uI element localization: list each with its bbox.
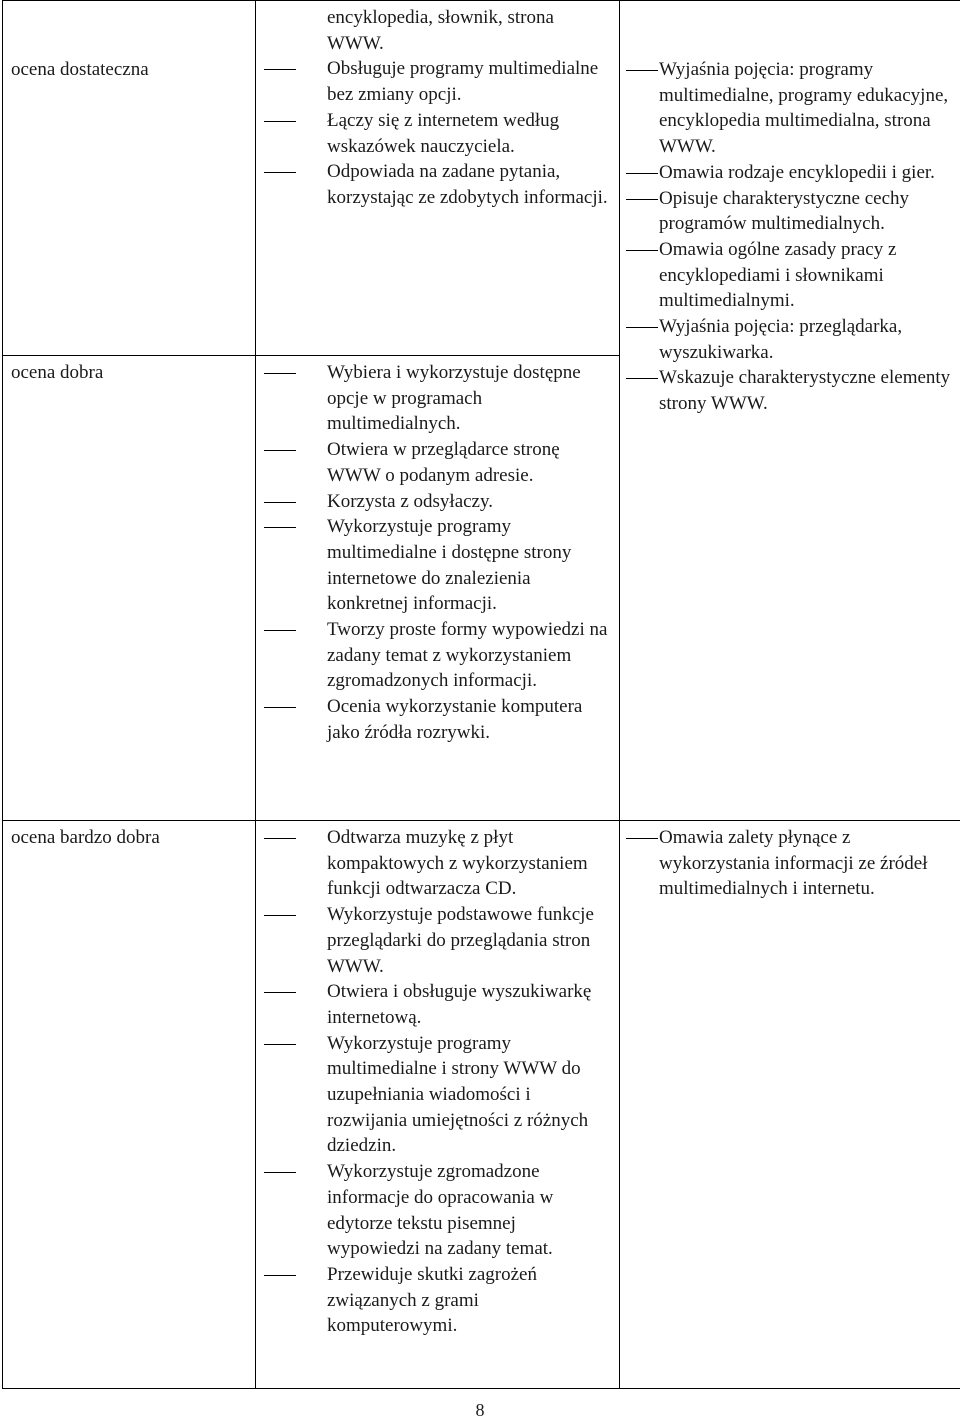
basic-requirements-cell xyxy=(256,821,620,1389)
list-item xyxy=(620,57,960,160)
basic-requirements-cell xyxy=(256,1,620,356)
dash-bullet-icon xyxy=(264,121,296,122)
list-item xyxy=(620,365,960,416)
list-item-text: Przewiduje skutki zagrożeń związanych z grami komputerowymi. xyxy=(327,1264,537,1336)
grade-cell xyxy=(3,821,256,1389)
requirement-list xyxy=(256,825,619,1339)
list-item xyxy=(256,56,619,107)
dash-bullet-icon xyxy=(264,1172,296,1173)
requirement-list xyxy=(620,57,960,417)
requirements-table xyxy=(2,0,960,1389)
dash-bullet-icon xyxy=(626,378,658,379)
dash-bullet-icon xyxy=(626,173,658,174)
list-item xyxy=(256,1262,619,1339)
requirement-list xyxy=(256,56,619,210)
list-item-text: Wykorzystuje zgromadzone informacje do opracowania w edytorze tekstu pisemnej wypowiedzi na zadany temat. xyxy=(327,1161,553,1259)
list-item xyxy=(256,979,619,1030)
list-item-text: Omawia rodzaje encyklopedii i gier. xyxy=(659,162,935,183)
list-item-text: Wykorzystuje programy multimedialne i dostępne strony internetowe do znalezienia konkretnej informacji. xyxy=(327,516,571,614)
list-item-text: Otwiera i obsługuje wyszukiwarkę internetową. xyxy=(327,981,591,1028)
grade-label: ocena dostateczna xyxy=(3,1,255,83)
grade-label: ocena bardzo dobra xyxy=(3,821,255,851)
table-row-dostateczna xyxy=(3,1,960,356)
extended-requirements-cell xyxy=(620,1,960,821)
dash-bullet-icon xyxy=(264,1275,296,1276)
list-item xyxy=(256,437,619,488)
dash-bullet-icon xyxy=(264,1044,296,1045)
list-item-text: Tworzy proste formy wypowiedzi na zadany temat z wykorzystaniem zgromadzonych informacji. xyxy=(327,619,607,691)
dash-bullet-icon xyxy=(626,327,658,328)
requirement-list xyxy=(256,360,619,746)
dash-bullet-icon xyxy=(264,172,296,173)
list-item xyxy=(256,617,619,694)
list-item-text: Otwiera w przeglądarce stronę WWW o podanym adresie. xyxy=(327,439,560,486)
list-item-text: Ocenia wykorzystanie komputera jako źródła rozrywki. xyxy=(327,696,582,743)
list-item xyxy=(256,159,619,210)
dash-bullet-icon xyxy=(626,838,658,839)
list-item-text: Opisuje charakterystyczne cechy programów multimedialnych. xyxy=(659,188,909,235)
dash-bullet-icon xyxy=(626,250,658,251)
dash-bullet-icon xyxy=(264,992,296,993)
list-item-text: Odtwarza muzykę z płyt kompaktowych z wykorzystaniem funkcji odtwarzacza CD. xyxy=(327,827,588,899)
dash-bullet-icon xyxy=(264,450,296,451)
list-item-text: Wyjaśnia pojęcia: programy multimedialne, programy edukacyjne, encyklopedia multimedialna, strona WWW. xyxy=(659,59,948,157)
dash-bullet-icon xyxy=(264,707,296,708)
list-item xyxy=(256,1159,619,1262)
basic-requirements-cell xyxy=(256,356,620,821)
list-item-text: Wykorzystuje podstawowe funkcje przeglądarki do przeglądania stron WWW. xyxy=(327,904,594,976)
list-item xyxy=(620,237,960,314)
list-item-text: Wskazuje charakterystyczne elementy strony WWW. xyxy=(659,367,950,414)
list-item xyxy=(256,825,619,902)
dash-bullet-icon xyxy=(264,373,296,374)
list-item-text: Obsługuje programy multimedialne bez zmiany opcji. xyxy=(327,58,598,105)
requirement-list xyxy=(620,825,960,902)
extended-requirements-cell xyxy=(620,821,960,1389)
list-item xyxy=(620,186,960,237)
list-item xyxy=(256,360,619,437)
list-item xyxy=(256,694,619,745)
dash-bullet-icon xyxy=(264,527,296,528)
dash-bullet-icon xyxy=(264,69,296,70)
list-item xyxy=(256,1031,619,1160)
list-item xyxy=(256,514,619,617)
page-number: 8 xyxy=(0,1400,960,1420)
list-item-text: Łączy się z internetem według wskazówek nauczyciela. xyxy=(327,110,559,157)
continuation-text: encyklopedia, słownik, strona WWW. xyxy=(256,5,619,56)
list-item xyxy=(256,489,619,515)
dash-bullet-icon xyxy=(264,838,296,839)
list-item-text: Wyjaśnia pojęcia: przeglądarka, wyszukiwarka. xyxy=(659,316,902,363)
dash-bullet-icon xyxy=(264,502,296,503)
grade-label: ocena dobra xyxy=(3,356,255,386)
list-item xyxy=(620,825,960,902)
dash-bullet-icon xyxy=(626,70,658,71)
grade-cell xyxy=(3,356,256,821)
dash-bullet-icon xyxy=(264,915,296,916)
list-item xyxy=(620,314,960,365)
list-item-text: Omawia zalety płynące z wykorzystania informacji ze źródeł multimedialnych i internetu. xyxy=(659,827,928,899)
list-item xyxy=(256,902,619,979)
list-item-text: Wykorzystuje programy multimedialne i strony WWW do uzupełniania wiadomości i rozwijania umiejętności z różnych dziedzin. xyxy=(327,1033,588,1157)
list-item xyxy=(256,108,619,159)
dash-bullet-icon xyxy=(626,199,658,200)
list-item-text: Omawia ogólne zasady pracy z encyklopediami i słownikami multimedialnymi. xyxy=(659,239,896,311)
table-row-bardzo-dobra xyxy=(3,821,960,1389)
list-item-text: Wybiera i wykorzystuje dostępne opcje w programach multimedialnych. xyxy=(327,362,581,434)
grade-cell xyxy=(3,1,256,356)
list-item-text: Odpowiada na zadane pytania, korzystając ze zdobytych informacji. xyxy=(327,161,608,208)
list-item xyxy=(620,160,960,186)
dash-bullet-icon xyxy=(264,630,296,631)
list-item-text: Korzysta z odsyłaczy. xyxy=(327,491,493,512)
